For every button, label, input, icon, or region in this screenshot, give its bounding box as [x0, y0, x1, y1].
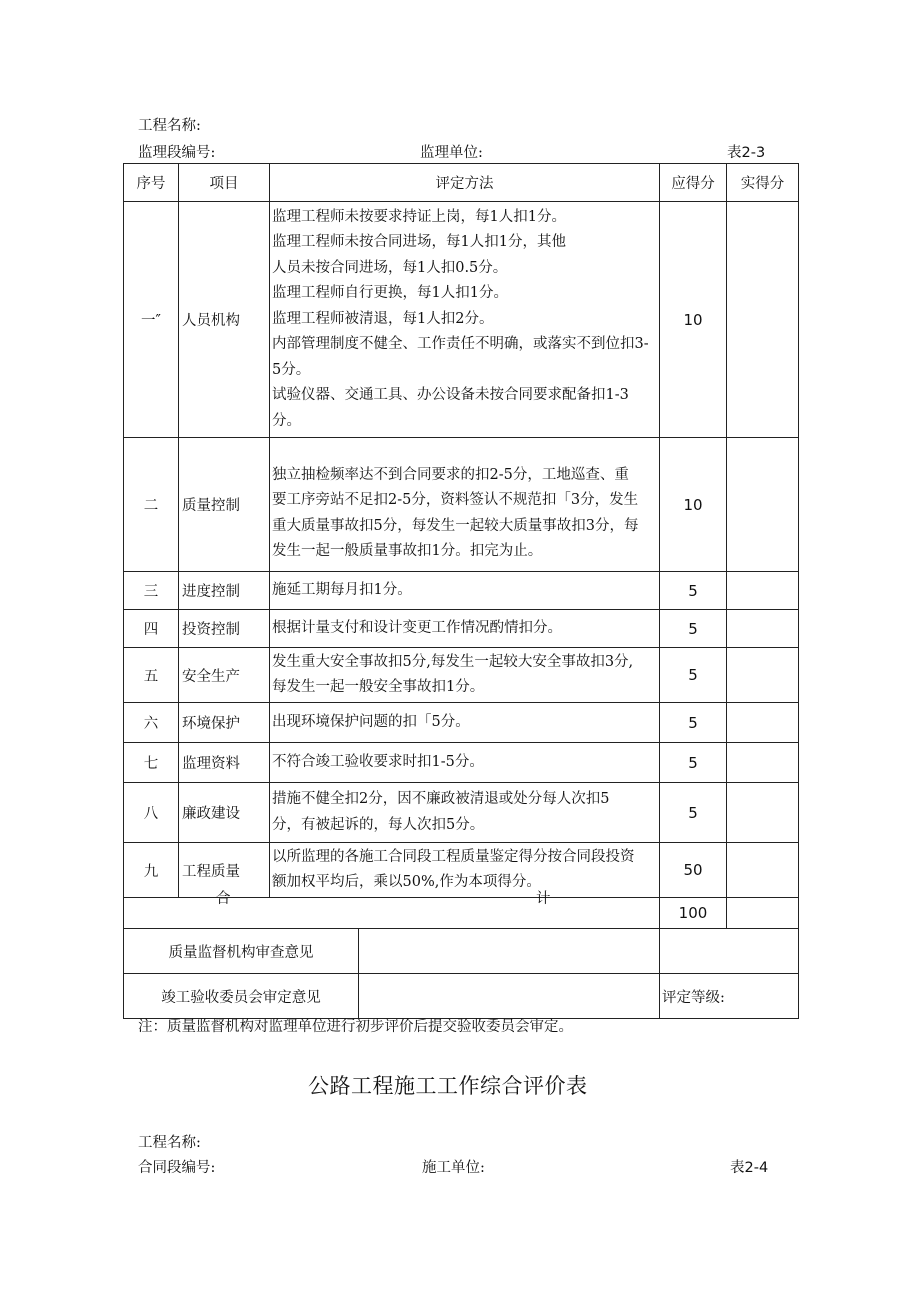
- row-actual-input[interactable]: [727, 648, 799, 703]
- table-row: [124, 572, 799, 610]
- method-line: 内部管理制度不健全、工作责任不明确，或落实不到位扣3-: [272, 336, 649, 353]
- row-actual-input[interactable]: [727, 438, 799, 572]
- quality-supervision-row: [124, 929, 799, 974]
- row-no: 三: [124, 572, 179, 610]
- table-row: [124, 610, 799, 648]
- total-label-ji: 计: [536, 891, 551, 907]
- method-line: 根据计量支付和设计变更工作情况酌情扣分。: [272, 619, 562, 636]
- total-label-cell: [124, 891, 660, 929]
- row-no: 八: [124, 783, 179, 843]
- table-number: 表2-3: [727, 145, 766, 161]
- row-method: [270, 743, 660, 783]
- method-line: 监理工程师未按要求持证上岗，每1人扣1分。: [272, 208, 566, 225]
- quality-supervision-opinion-field-right[interactable]: [660, 929, 799, 974]
- row-score: 5: [660, 783, 727, 843]
- method-line: 发生一起一般质量事故扣1分。扣完为止。: [272, 543, 543, 559]
- row-item: 环境保护: [179, 703, 270, 743]
- method-line: 施延工期每月扣1分。: [272, 581, 412, 598]
- supervision-unit-label: 监理单位:: [420, 145, 483, 161]
- quality-supervision-opinion-field[interactable]: [359, 929, 659, 973]
- row-no: 一″: [124, 202, 179, 438]
- row-no: 九: [124, 843, 179, 898]
- row-score: 5: [660, 610, 727, 648]
- col-header-no: 序号: [124, 164, 179, 202]
- method-line: 发生重大安全事故扣5分,每发生一起较大安全事故扣3分,: [272, 653, 634, 670]
- total-score: 100: [660, 898, 727, 929]
- method-line: 不符合竣工验收要求时扣1-5分。: [272, 753, 484, 770]
- method-line: 5分。: [272, 361, 311, 378]
- contract-section-no-label: 合同段编号:: [138, 1160, 216, 1176]
- acceptance-committee-label-cell: [124, 974, 660, 1019]
- grade-label: 评定等级:: [662, 989, 725, 1006]
- row-method: [270, 648, 660, 703]
- row-actual-input[interactable]: [727, 610, 799, 648]
- row-item: 安全生产: [179, 648, 270, 703]
- total-row: [124, 898, 799, 929]
- method-line: 出现环境保护问题的扣「5分。: [272, 713, 470, 730]
- method-line: 分，有被起诉的，每人次扣5分。: [272, 816, 485, 833]
- method-line: 监理工程师自行更换，每1人扣1分。: [272, 285, 508, 302]
- method-line: 要工序旁站不足扣2-5分，资料签认不规范扣「3分，发生: [272, 492, 639, 508]
- row-no: 六: [124, 703, 179, 743]
- method-line: 措施不健全扣2分，因不廉政被清退或处分每人次扣5: [272, 791, 610, 807]
- row-actual-input[interactable]: [727, 703, 799, 743]
- method-line: 监理工程师未按合同进场，每1人扣1分，其他: [272, 234, 566, 251]
- method-line: 每发生一起一般安全事故扣1分。: [272, 679, 485, 695]
- row-score: 10: [660, 438, 727, 572]
- method-line: 以所监理的各施工合同段工程质量鉴定得分按合同段投资: [272, 848, 635, 865]
- col-header-score: 应得分: [660, 164, 727, 202]
- method-line: 额加权平均后，乘以50%,作为本项得分。: [272, 874, 541, 890]
- row-method: [270, 610, 660, 648]
- row-score: 5: [660, 743, 727, 783]
- total-actual-input[interactable]: [727, 898, 799, 929]
- row-method: [270, 572, 660, 610]
- row-no: 四: [124, 610, 179, 648]
- row-item: 人员机构: [179, 202, 270, 438]
- total-label-he: 合: [216, 891, 231, 907]
- acceptance-committee-row: [124, 974, 799, 1019]
- table-row: [124, 438, 799, 572]
- col-header-item: 项目: [179, 164, 270, 202]
- section-no-label: 监理段编号:: [138, 145, 216, 161]
- footnote: 注：质量监督机构对监理单位进行初步评价后提交验收委员会审定。: [138, 1019, 573, 1035]
- row-method: [270, 783, 660, 843]
- form-title: 公路工程施工工作综合评价表: [308, 1074, 588, 1098]
- method-line: 独立抽检频率达不到合同要求的扣2-5分，工地巡查、重: [272, 466, 629, 483]
- row-no: 五: [124, 648, 179, 703]
- project-name-label: 工程名称:: [138, 118, 201, 134]
- row-item: 进度控制: [179, 572, 270, 610]
- acceptance-committee-opinion-field[interactable]: [359, 974, 659, 1018]
- table-row: [124, 743, 799, 783]
- row-score: 5: [660, 703, 727, 743]
- row-item: 质量控制: [179, 438, 270, 572]
- method-line: 人员未按合同进场，每1人扣0.5分。: [272, 259, 508, 276]
- row-item: 工程质量: [179, 843, 270, 898]
- construction-unit-label: 施工单位:: [422, 1160, 485, 1176]
- evaluation-table: [123, 163, 799, 1019]
- row-actual-input[interactable]: [727, 843, 799, 898]
- row-score: 10: [660, 202, 727, 438]
- row-actual-input[interactable]: [727, 572, 799, 610]
- row-score: 50: [660, 843, 727, 898]
- grade-cell[interactable]: [660, 974, 799, 1019]
- row-method: [270, 202, 660, 438]
- row-method: [270, 843, 660, 898]
- method-line: 重大质量事故扣5分，每发生一起较大质量事故扣3分，每: [272, 517, 639, 534]
- row-item: 廉政建设: [179, 783, 270, 843]
- row-actual-input[interactable]: [727, 202, 799, 438]
- row-no: 七: [124, 743, 179, 783]
- acceptance-committee-label: 竣工验收委员会审定意见: [124, 974, 359, 1018]
- row-score: 5: [660, 572, 727, 610]
- row-no: 二: [124, 438, 179, 572]
- method-line: 试验仪器、交通工具、办公设备未按合同要求配备扣1-3: [272, 387, 629, 404]
- next-project-name-label: 工程名称:: [138, 1135, 201, 1151]
- table-header-row: [124, 164, 799, 202]
- col-header-method: 评定方法: [270, 164, 660, 202]
- table-row: [124, 703, 799, 743]
- table-row: [124, 202, 799, 438]
- row-actual-input[interactable]: [727, 783, 799, 843]
- col-header-actual: 实得分: [727, 164, 799, 202]
- next-table-number: 表2-4: [730, 1160, 769, 1176]
- row-item: 监理资料: [179, 743, 270, 783]
- row-actual-input[interactable]: [727, 743, 799, 783]
- method-line: 监理工程师被清退，每1人扣2分。: [272, 310, 494, 327]
- row-item: 投资控制: [179, 610, 270, 648]
- quality-supervision-label: 质量监督机构审查意见: [124, 929, 359, 973]
- quality-supervision-label-cell: [124, 929, 660, 974]
- table-row: [124, 648, 799, 703]
- method-line: 分。: [272, 412, 301, 429]
- row-method: [270, 438, 660, 572]
- row-method: [270, 703, 660, 743]
- row-score: 5: [660, 648, 727, 703]
- table-row: [124, 783, 799, 843]
